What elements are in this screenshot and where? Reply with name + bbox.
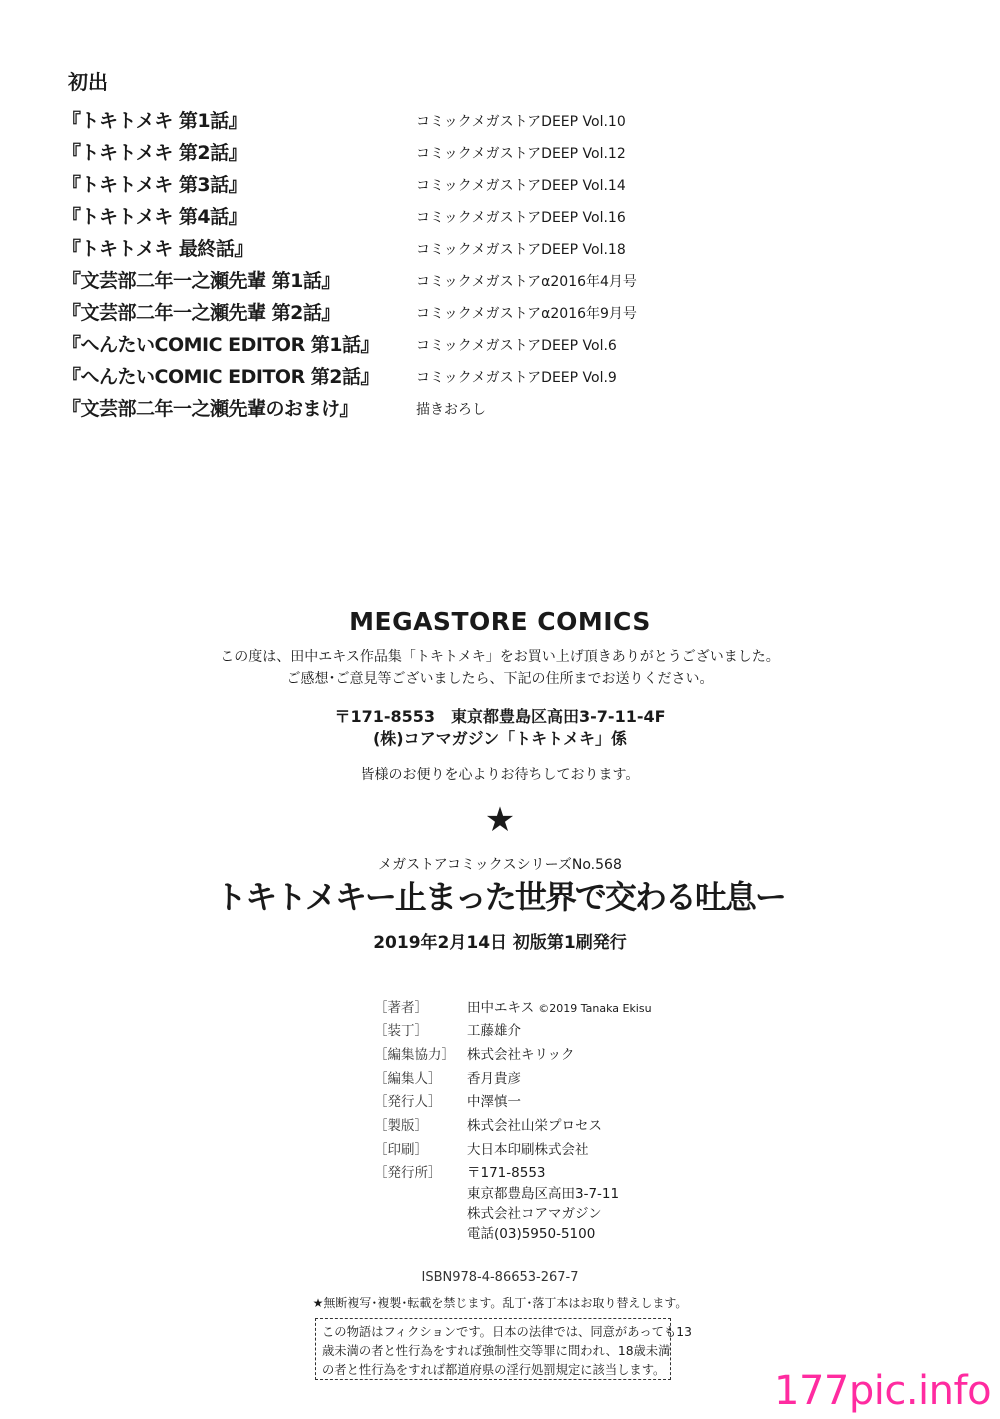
publication-title: 『へんたいCOMIC EDITOR 第1話』 [62, 334, 380, 356]
series-number: メガストアコミックスシリーズNo.568 [378, 857, 622, 873]
credit-label: ［編集協力］ [374, 1047, 455, 1063]
credit-label: ［編集人］ [374, 1071, 442, 1087]
watermark: 177pic.info [774, 1368, 992, 1414]
credit-label: ［著者］ [374, 1000, 428, 1016]
publication-row [62, 170, 682, 198]
feedback-line: ご感想･ご意見等ございましたら、下記の住所までお送りください。 [286, 671, 714, 687]
credit-value: 〒171-8553 [467, 1165, 546, 1181]
credit-value: 株式会社キリック [467, 1047, 575, 1063]
credit-value [467, 996, 652, 1016]
publication-source: コミックメガストアDEEP Vol.16 [416, 210, 626, 226]
edition-date: 2019年2月14日 初版第1刷発行 [373, 933, 627, 953]
warning-line: の者と性行為をすれば都道府県の淫行処罰規定に該当します。 [322, 1363, 666, 1377]
publication-row [62, 330, 682, 358]
first-publication-heading: 初出 [68, 70, 108, 94]
publication-title: 『トキトメキ 第3話』 [62, 174, 248, 196]
imprint-name: MEGASTORE COMICS [349, 607, 651, 636]
publication-source: コミックメガストアDEEP Vol.9 [416, 370, 617, 386]
credit-value: 大日本印刷株式会社 [467, 1142, 589, 1158]
publication-row [62, 106, 682, 134]
closing-line: 皆様のお便りを心よりお待ちしております。 [360, 767, 640, 783]
publication-title: 『トキトメキ 最終話』 [62, 238, 253, 260]
publication-source: コミックメガストアDEEP Vol.12 [416, 146, 626, 162]
publication-row [62, 266, 682, 294]
publication-title: 『文芸部二年一之瀬先輩 第1話』 [62, 270, 340, 292]
publication-title: 『トキトメキ 第2話』 [62, 142, 248, 164]
publisher-address: 東京都豊島区高田3-7-11 [467, 1186, 620, 1202]
credit-label: ［発行人］ [374, 1094, 442, 1110]
publication-row [62, 138, 682, 166]
copyright-warning: ★無断複写･複製･転載を禁じます。乱丁･落丁本はお取り替えします。 [312, 1296, 688, 1310]
mailing-address: 〒171-8553 東京都豊島区高田3-7-11-4F [334, 707, 666, 726]
publisher-company: 株式会社コアマガジン [467, 1206, 602, 1222]
publication-row [62, 202, 682, 230]
credit-label: ［発行所］ [374, 1165, 442, 1181]
publication-row [62, 362, 682, 390]
publication-title: 『文芸部二年一之瀬先輩のおまけ』 [62, 398, 359, 420]
publication-source: コミックメガストアDEEP Vol.14 [416, 178, 626, 194]
publication-title: 『トキトメキ 第4話』 [62, 206, 248, 228]
publication-row [62, 298, 682, 326]
publication-row [62, 234, 682, 262]
warning-line: この物語はフィクションです。日本の法律では、同意があっても13 [322, 1325, 692, 1339]
warning-line: 歳未満の者と性行為をすれば強制性交等罪に問われ、18歳未満 [322, 1344, 671, 1358]
credit-label: ［印刷］ [374, 1142, 428, 1158]
isbn: ISBN978-4-86653-267-7 [421, 1270, 579, 1285]
publication-title: 『へんたいCOMIC EDITOR 第2話』 [62, 366, 380, 388]
credit-value: 中澤慎一 [467, 1094, 521, 1110]
credit-value: 香月貴彦 [467, 1071, 521, 1087]
publication-source: コミックメガストアDEEP Vol.10 [416, 114, 626, 130]
publication-title: 『トキトメキ 第1話』 [62, 110, 248, 132]
publication-source: コミックメガストアα2016年9月号 [416, 306, 637, 322]
book-title: トキトメキー止まった世界で交わる吐息ー [215, 878, 785, 916]
credit-value: 株式会社山栄プロセス [467, 1118, 602, 1134]
publication-source: 描きおろし [416, 402, 486, 418]
publication-row [62, 394, 682, 422]
star-icon: ★ [484, 800, 516, 840]
copyright-notice: ©2019 Tanaka Ekisu [538, 1002, 652, 1015]
publication-source: コミックメガストアα2016年4月号 [416, 274, 637, 290]
publication-source: コミックメガストアDEEP Vol.18 [416, 242, 626, 258]
credit-label: ［装丁］ [374, 1023, 428, 1039]
publication-source: コミックメガストアDEEP Vol.6 [416, 338, 617, 354]
credit-value: 工藤雄介 [467, 1023, 521, 1039]
publisher-phone: 電話(03)5950-5100 [467, 1226, 596, 1242]
thanks-line: この度は、田中エキス作品集「トキトメキ」をお買い上げ頂きありがとうございました。 [220, 649, 780, 665]
fiction-warning-box [315, 1318, 692, 1380]
credit-label: ［製版］ [374, 1118, 428, 1134]
mailing-recipient: (株)コアマガジン「トキトメキ」係 [372, 729, 628, 748]
author-name: 田中エキス [467, 1000, 535, 1016]
publication-title: 『文芸部二年一之瀬先輩 第2話』 [62, 302, 340, 324]
